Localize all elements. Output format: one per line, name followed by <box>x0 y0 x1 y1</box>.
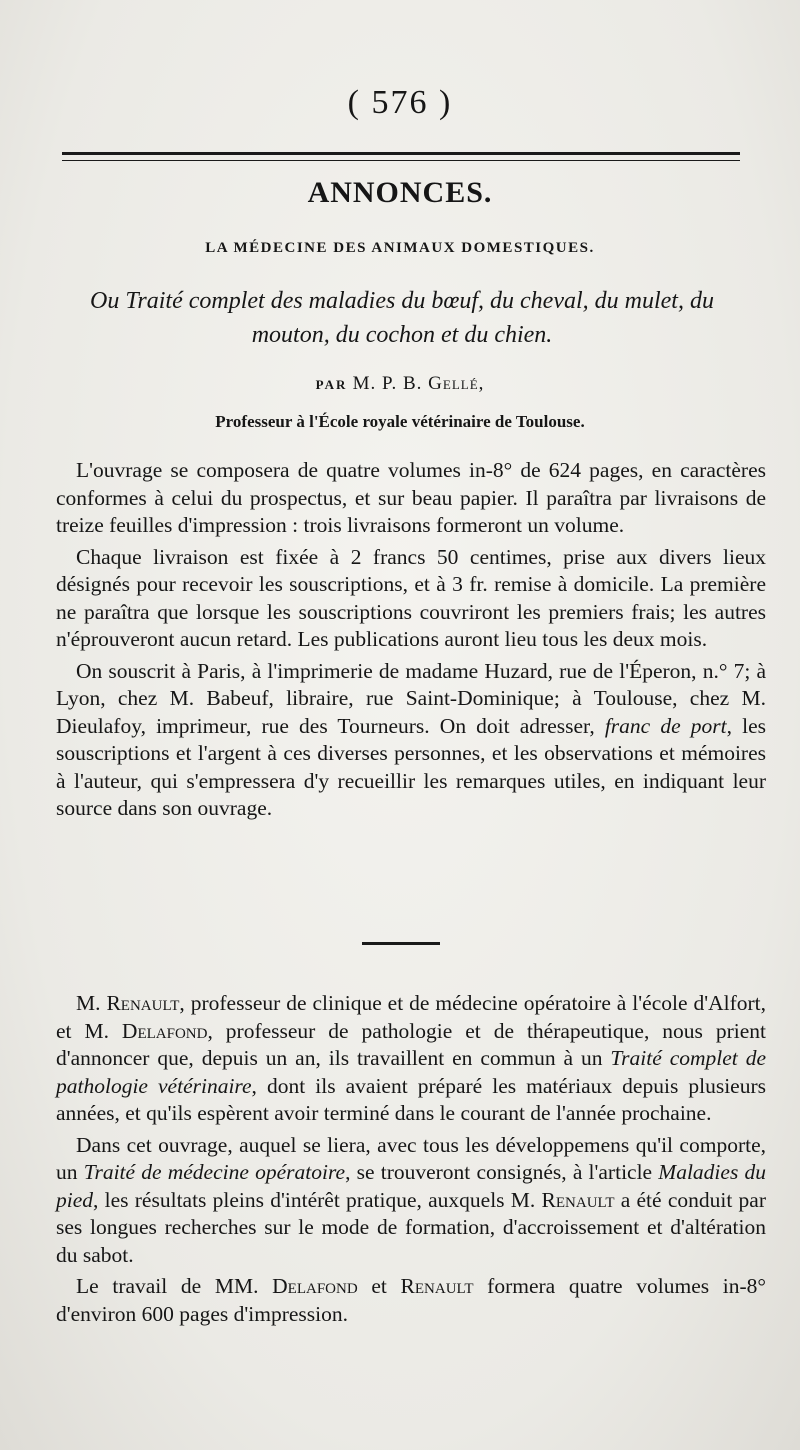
announcement-1 <box>56 457 766 823</box>
author-name: M. P. B. Gellé, <box>352 373 485 394</box>
name-delafond: Delafond <box>121 1018 208 1043</box>
book-title: Ou Traité complet des maladies du bœuf, du cheval, du mulet, du mouton, du cochon et du chien. <box>90 288 714 348</box>
paragraph: Dans cet ouvrage, auquel se liera, avec tous les développemens qu'il comporte, un Traité de médecine opératoire, se trouveront consignés, à l'article Maladies du pied, les résultats pleins d'intérêt pratique, auxquels M. Renault a été conduit par ses longues recherches sur le mode de formation, d'accroissement et d'altération du sabot. <box>56 1132 767 1267</box>
author-affiliation: Professeur à l'École royale vétérinaire de Toulouse. <box>215 412 585 431</box>
paragraph: Chaque livraison est fixée à 2 francs 50 centimes, prise aux divers lieux désignés pour recevoir les souscriptions, et à 3 fr. remise à domicile. La première ne paraîtra que lorsque les souscriptions couvriront les premiers frais; les autres n'éprouveront aucun retard. Les publications auront lieu tous les deux mois. <box>56 544 766 651</box>
page-number: ( 576 ) <box>347 84 453 121</box>
paragraph: Le travail de MM. Delafond et Renault formera quatre volumes in-8° d'environ 600 pages d'impression. <box>56 1274 766 1326</box>
author-prefix: PAR <box>315 377 348 392</box>
name-renault: Renault <box>106 991 180 1015</box>
section-separator <box>362 942 440 945</box>
section-heading: ANNONCES. <box>307 176 493 209</box>
header-rule <box>62 152 740 161</box>
book-subject: LA MÉDECINE DES ANIMAUX DOMESTIQUES. <box>205 240 595 256</box>
paragraph: On souscrit à Paris, à l'imprimerie de madame Huzard, rue de l'Éperon, n.° 7; à Lyon, chez M. Babeuf, libraire, rue Saint-Dominique; à Toulouse, chez M. Dieulafoy, imprimeur, rue des Tourneurs. On doit adresser, franc de port, les souscriptions et l'argent à ces diverses personnes, et les observations et mémoires à l'auteur, qui s'empressera d'y recueillir les remarques utiles, en indiquant leur source dans son ouvrage. <box>56 658 766 820</box>
paragraph: L'ouvrage se composera de quatre volumes in-8° de 624 pages, en caractères conformes à celui du prospectus, et sur beau papier. Il paraîtra par livraisons de treize feuilles d'impression : trois livraisons formeront un volume. <box>56 458 766 537</box>
announcement-2 <box>56 990 766 1328</box>
paragraph: M. Renault, professeur de clinique et de médecine opératoire à l'école d'Alfort, et M. Delafond, professeur de pathologie et de thérapeutique, nous prient d'annoncer que, depuis un an, ils travaillent en commun à un Traité complet de pathologie vétérinaire, dont ils avaient préparé les matériaux depuis plusieurs années, et qu'ils espèrent avoir terminé dans le courant de l'année prochaine. <box>56 991 766 1125</box>
author-line <box>0 373 800 395</box>
